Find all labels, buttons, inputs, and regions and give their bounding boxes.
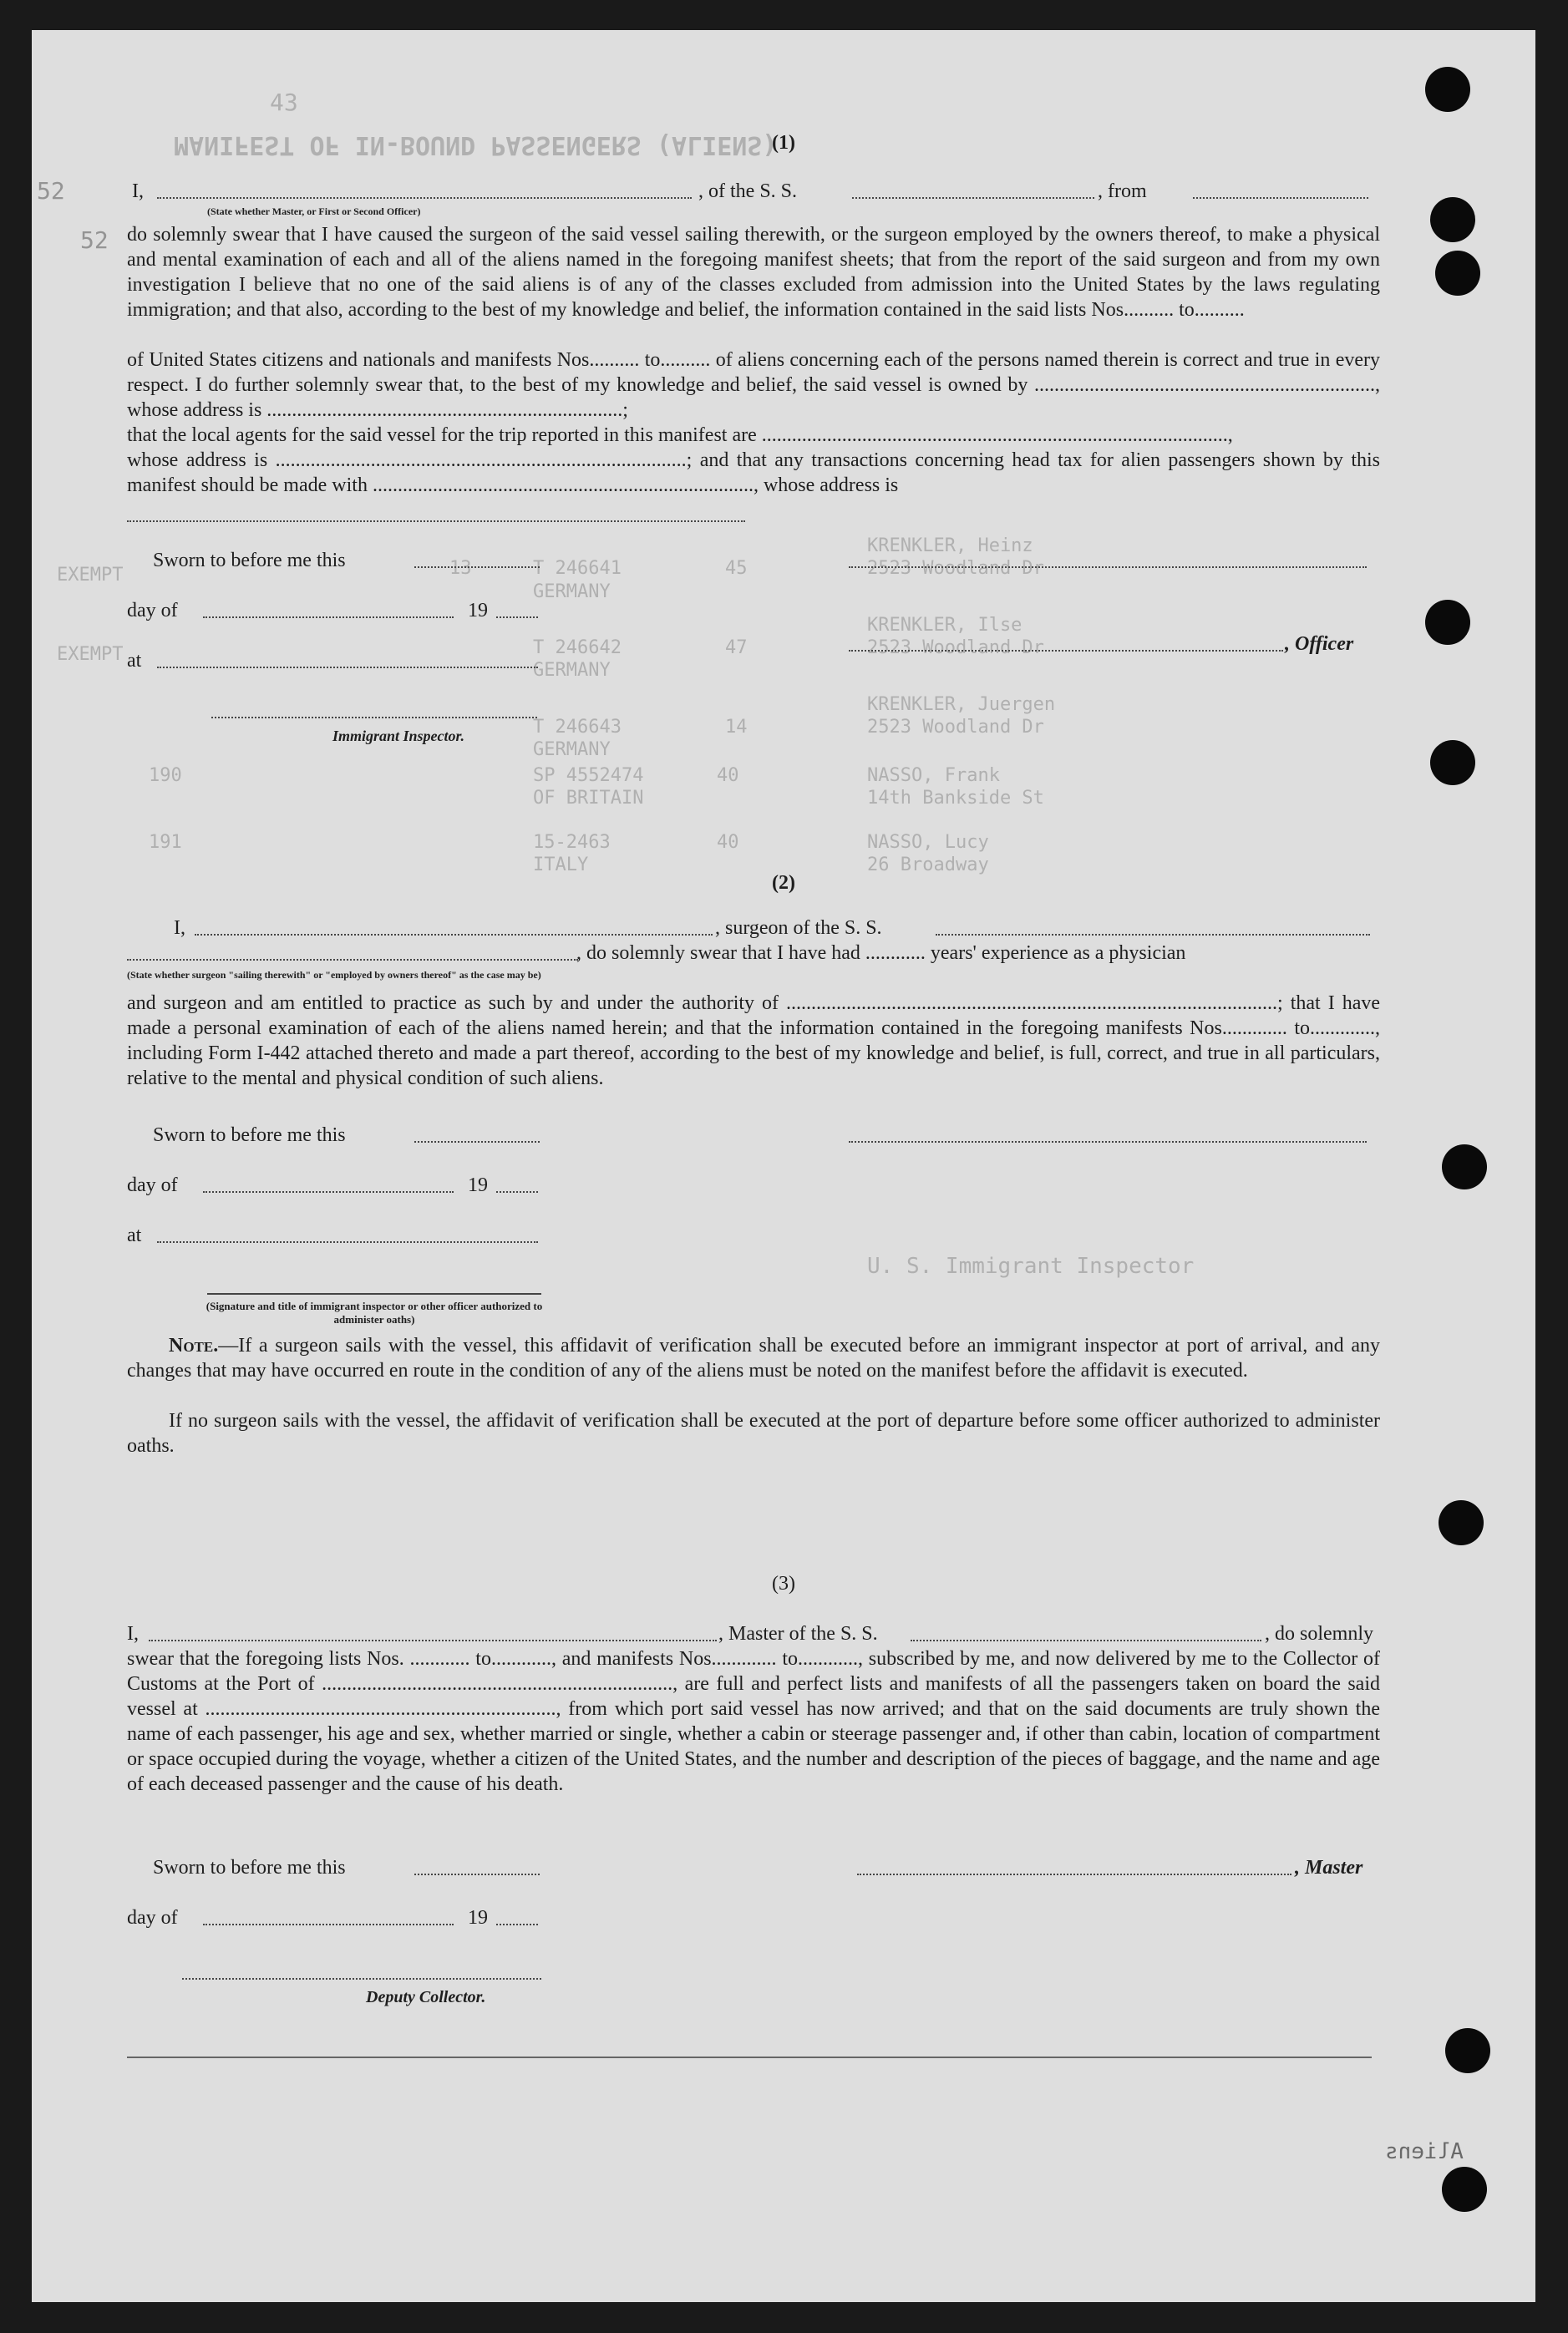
punch-hole	[1430, 197, 1475, 242]
agent-address-field[interactable]	[127, 502, 745, 522]
bleed-exempt-1: EXEMPT	[57, 565, 124, 586]
bleed-row-age: 45	[725, 558, 748, 579]
note-paragraph	[127, 1333, 1380, 1383]
bleed-exempt-2: EXEMPT	[57, 644, 124, 665]
surgeon-signature-field[interactable]	[849, 1123, 1367, 1143]
bleed-row-addr: 14th Bankside St	[867, 788, 1044, 809]
s2-vessel-field[interactable]	[936, 915, 1370, 936]
punch-hole	[1425, 600, 1470, 645]
s1-body: do solemnly swear that I have caused the surgeon of the said vessel sailing therewith, or the surgeon employed by the owners thereof, to make a physical and mental examination of each and all of the aliens named in the foregoing manifest sheets; that from the report of the said surgeon and from my own investigation I believe that no one of the said aliens is of any of the classes excluded from admission into the United States by the laws regulating immigration; and that also, according to the best of my knowledge and belief, the information contained in the said lists Nos.......... to..........	[127, 224, 1380, 321]
surgeon-name-field[interactable]	[195, 915, 713, 936]
punch-hole	[1425, 67, 1470, 112]
s2-surgeon-of: , surgeon of the S. S.	[715, 917, 882, 939]
s1-line1-i: I,	[132, 180, 144, 202]
bleed-row-doc: SP 4552474	[533, 765, 644, 786]
punch-hole	[1430, 740, 1475, 785]
s2-caption2: (Signature and title of immigrant inspector or other officer authorized to administer oaths)	[206, 1300, 543, 1326]
punch-hole	[1442, 1144, 1487, 1189]
s1-sworn: Sworn to before me this	[153, 550, 346, 571]
s3-line1-end: , do solemnly	[1265, 1623, 1373, 1645]
s2-day-of: day of	[127, 1174, 178, 1196]
punch-hole	[1442, 2167, 1487, 2212]
bleed-row-doc: 15-2463	[533, 832, 611, 853]
bleed-row-num: 13	[449, 558, 472, 579]
bleed-row-addr: 26 Broadway	[867, 855, 989, 875]
s2-caption: (State whether surgeon "sailing therewith" or "employed by owners thereof" as the case may be)	[127, 969, 541, 981]
s3-vessel-field[interactable]	[911, 1621, 1261, 1641]
surgeon-status-field[interactable]	[127, 941, 578, 961]
bleed-row-country: ITALY	[533, 855, 589, 875]
s3-master-signature-field[interactable]	[857, 1855, 1291, 1875]
bleed-row-country: GERMANY	[533, 660, 611, 681]
s2-sworn: Sworn to before me this	[153, 1124, 346, 1146]
bleed-row-name: KRENKLER, Heinz	[867, 535, 1033, 556]
bleed-row-name: KRENKLER, Ilse	[867, 615, 1022, 636]
s3-day-field[interactable]	[203, 1905, 454, 1925]
bleed-row-name: KRENKLER, Juergen	[867, 694, 1056, 715]
deputy-signature-field[interactable]	[182, 1960, 541, 1980]
bottom-divider	[127, 2057, 1372, 2058]
s2-line2: , do solemnly swear that I have had ............ years' experience as a physician	[576, 942, 1186, 964]
from-port-field[interactable]	[1193, 179, 1368, 199]
s3-body: swear that the foregoing lists Nos. ............ to............, and manifests Nos............. to............, subscribed by me, and now delivered by me to the Collector of Customs at the Port of ......................................................................, are full and perfect lists and manifests of all the passengers taken on board the said vessel at ......................................................................, from which port said vessel has now arrived; and that on the said documents are truly shown the name of each passenger, his age and sex, whether married or single, whether a cabin or steerage passenger and, if other than cabin, location of compartment or space occupied during the voyage, whether a citizen of the United States, and the number and description of the pieces of baggage, and the name and age of each deceased passenger and the cause of his death.	[127, 1648, 1380, 1795]
bleed-row-country: GERMANY	[533, 581, 611, 602]
bleed-row-age: 47	[725, 637, 748, 658]
bleed-row-addr: 2523 Woodland Dr	[867, 637, 1044, 658]
deputy-label: Deputy Collector.	[366, 1988, 486, 2006]
note-text: —If a surgeon sails with the vessel, this affidavit of verification shall be executed before an immigrant inspector at port of arrival, and any changes that may have occurred en route in the condition of any of the aliens must be noted on the manifest before the affidavit is executed.	[127, 1335, 1380, 1382]
s1-year-field[interactable]	[496, 598, 538, 618]
punch-hole	[1445, 2028, 1490, 2073]
note-label: Note.	[169, 1335, 219, 1357]
s2-sworn-date-field[interactable]	[414, 1123, 540, 1143]
bleed-row-doc: T 246643	[533, 717, 622, 738]
bleed-row-doc: T 246642	[533, 637, 622, 658]
officer-signature-field[interactable]	[849, 548, 1367, 568]
margin-number-2: 52	[80, 226, 109, 254]
s1-body4: whose address is ..................................................................................; and that any transactions concerning head tax for alien passengers shown by this manifest should be made with ............................................................................, whose address is	[127, 449, 1380, 496]
bleed-row-country: GERMANY	[533, 739, 611, 760]
s3-line1-i: I,	[127, 1623, 139, 1645]
bleed-inspector: U. S. Immigrant Inspector	[867, 1254, 1195, 1279]
punch-hole	[1435, 251, 1480, 296]
s1-body3: that the local agents for the said vessel for the trip reported in this manifest are .............................................................................................,	[127, 424, 1233, 446]
bleed-row-age: 40	[717, 765, 739, 786]
master-label: , Master	[1295, 1857, 1363, 1879]
note-text-2: If no surgeon sails with the vessel, the affidavit of verification shall be executed at the port of departure before some officer authorized to administer oaths.	[127, 1410, 1380, 1457]
s1-body2: of United States citizens and nationals and manifests Nos.......... to.......... of aliens concerning each of the persons named therein is correct and true in every respect. I do further solemnly swear that, to the best of my knowledge and belief, the said vessel is owned by ...................................................................., whose address is .......................................................................;	[127, 349, 1380, 421]
bleed-row-age: 14	[725, 717, 748, 738]
s1-at-field[interactable]	[157, 648, 538, 668]
bleed-row-country: OF BRITAIN	[533, 788, 644, 809]
s2-body: and surgeon and am entitled to practice as such by and under the authority of ..................................................................................................; that I have made a personal examination of each of the aliens named herein; and that the information contained in the foregoing manifests Nos............. to............., including Form I-442 attached thereto and made a part thereof, according to the best of my knowledge and belief, is full, correct, and true in all particulars, relative to the mental and physical condition of such aliens.	[127, 992, 1380, 1089]
bleed-row-addr: 2523 Woodland Dr	[867, 717, 1044, 738]
s2-signature-line[interactable]	[207, 1275, 541, 1295]
s1-day-of: day of	[127, 600, 178, 621]
section-3-heading: (3)	[772, 1573, 795, 1595]
bleed-row-name: NASSO, Frank	[867, 765, 1000, 786]
bleed-list-number: 43	[270, 89, 298, 116]
s1-of-ss: , of the S. S.	[698, 180, 798, 202]
s3-day-of: day of	[127, 1907, 178, 1929]
section-1-heading: (1)	[772, 132, 795, 154]
punch-hole	[1439, 1500, 1484, 1545]
s1-from: , from	[1098, 180, 1147, 202]
bleed-manifest-title: MANIFEST OF IN-BOUND PASSENGERS (ALIENS)	[174, 130, 778, 160]
bleed-row-num: 191	[149, 832, 182, 853]
s1-caption: (State whether Master, or First or Second Officer)	[207, 205, 421, 217]
s2-at: at	[127, 1225, 142, 1246]
s3-master-name-field[interactable]	[149, 1621, 717, 1641]
bleed-aliens: Aliens	[1385, 2139, 1464, 2164]
vessel-name-field[interactable]	[852, 179, 1094, 199]
master-name-field[interactable]	[157, 179, 692, 199]
s1-inspector-sig-field[interactable]	[211, 698, 537, 718]
bleed-row-age: 40	[717, 832, 739, 853]
s3-year: 19	[468, 1907, 488, 1929]
s3-sworn: Sworn to before me this	[153, 1857, 346, 1879]
section-2-heading: (2)	[772, 872, 795, 894]
s2-line1-i: I,	[174, 917, 185, 939]
officer-label: , Officer	[1285, 633, 1354, 655]
s1-day-field[interactable]	[203, 598, 454, 618]
bleed-row-addr: 2523 Woodland Dr	[867, 558, 1044, 579]
manifest-page	[32, 30, 1535, 2302]
s3-sworn-date-field[interactable]	[414, 1855, 540, 1875]
s2-year: 19	[468, 1174, 488, 1196]
margin-number-1: 52	[37, 177, 65, 205]
s1-year: 19	[468, 600, 488, 621]
s3-year-field[interactable]	[496, 1905, 538, 1925]
officer-title-field[interactable]	[849, 631, 1283, 652]
s1-inspector-label: Immigrant Inspector.	[332, 728, 465, 744]
s1-sworn-date-field[interactable]	[414, 548, 540, 568]
s3-master-of: , Master of the S. S.	[718, 1623, 878, 1645]
bleed-row-num: 190	[149, 765, 182, 786]
s2-year-field[interactable]	[496, 1173, 538, 1193]
s2-day-field[interactable]	[203, 1173, 454, 1193]
bleed-row-name: NASSO, Lucy	[867, 832, 989, 853]
s2-at-field[interactable]	[157, 1223, 538, 1243]
s1-at: at	[127, 650, 142, 672]
bleed-row-doc: T 246641	[533, 558, 622, 579]
